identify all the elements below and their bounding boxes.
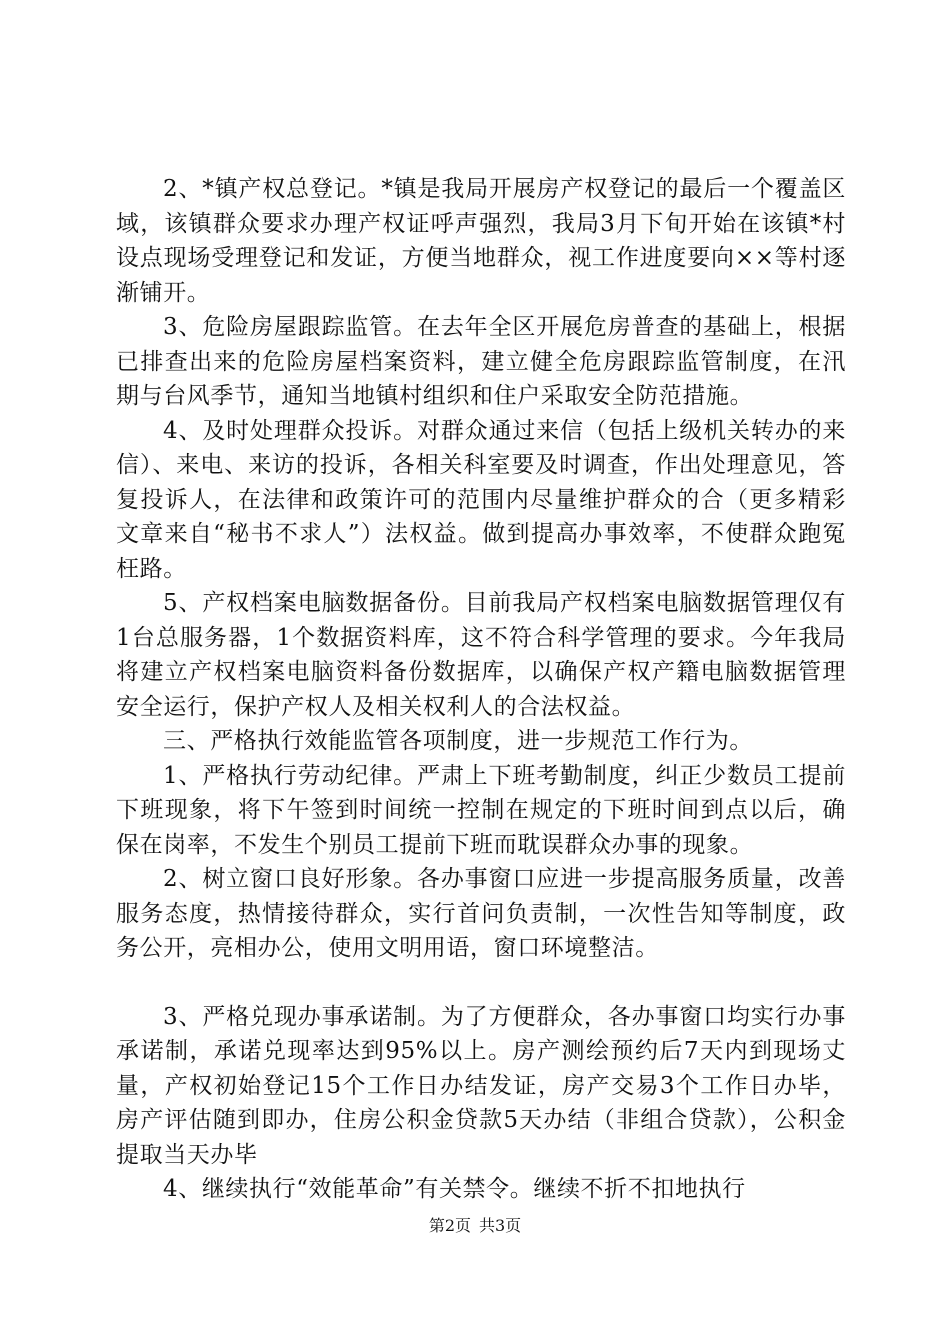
page-total: 共3页 xyxy=(479,1216,522,1235)
page-footer xyxy=(0,1213,950,1236)
paragraph-data-backup: 5、产权档案电脑数据备份。目前我局产权档案电脑数据管理仅有1台总服务器，1个数据资料库，这不符合科学管理的要求。今年我局将建立产权档案电脑资料备份数据库，以确保产权产籍电脑数据管理安全运行，保护产权人及相关权利人的合法权益。 xyxy=(116,590,846,720)
page-number: 第2页 xyxy=(428,1216,471,1235)
paragraph-labor-discipline: 1、严格执行劳动纪律。严肃上下班考勤制度，纠正少数员工提前下班现象，将下午签到时间统一控制在规定的下班时间到点以后，确保在岗率，不发生个别员工提前下班而耽误群众办事的现象。 xyxy=(116,762,846,858)
paragraph-window-image: 2、树立窗口良好形象。各办事窗口应进一步提高服务质量，改善服务态度，热情接待群众，实行首问负责制，一次性告知等制度，政务公开，亮相办公，使用文明用语，窗口环境整洁。 xyxy=(116,866,846,961)
paragraph-property-registration: 2、*镇产权总登记。*镇是我局开展房产权登记的最后一个覆盖区域，该镇群众要求办理产权证呼声强烈，我局3月下旬开始在该镇*村设点现场受理登记和发证，方便当地群众，视工作进度要向××等村逐渐铺开。 xyxy=(116,176,846,306)
document-body xyxy=(116,172,846,1207)
paragraph-efficiency-prohibitions: 4、继续执行“效能革命”有关禁令。继续不折不扣地执行 xyxy=(163,1176,746,1202)
section-heading-efficiency: 三、严格执行效能监管各项制度，进一步规范工作行为。 xyxy=(163,728,753,754)
paragraph-service-commitment: 3、严格兑现办事承诺制。为了方便群众，各办事窗口均实行办事承诺制，承诺兑现率达到95%以上。房产测绘预约后7天内到现场丈量，产权初始登记15个工作日办结发证，房产交易3个工作日办毕，房产评估随到即办，住房公积金贷款5天办结（非组合贷款），公积金提取当天办毕 xyxy=(116,1003,846,1168)
paragraph-dangerous-housing: 3、危险房屋跟踪监管。在去年全区开展危房普查的基础上，根据已排查出来的危险房屋档案资料，建立健全危房跟踪监管制度，在汛期与台风季节，通知当地镇村组织和住户采取安全防范措施。 xyxy=(116,314,846,409)
paragraph-complaints: 4、及时处理群众投诉。对群众通过来信（包括上级机关转办的来信）、来电、来访的投诉，各相关科室要及时调查，作出处理意见，答复投诉人，在法律和政策许可的范围内尽量维护群众的合（更多精彩文章来自“秘书不求人”）法权益。做到提高办事效率，不使群众跑冤枉路。 xyxy=(116,417,846,582)
